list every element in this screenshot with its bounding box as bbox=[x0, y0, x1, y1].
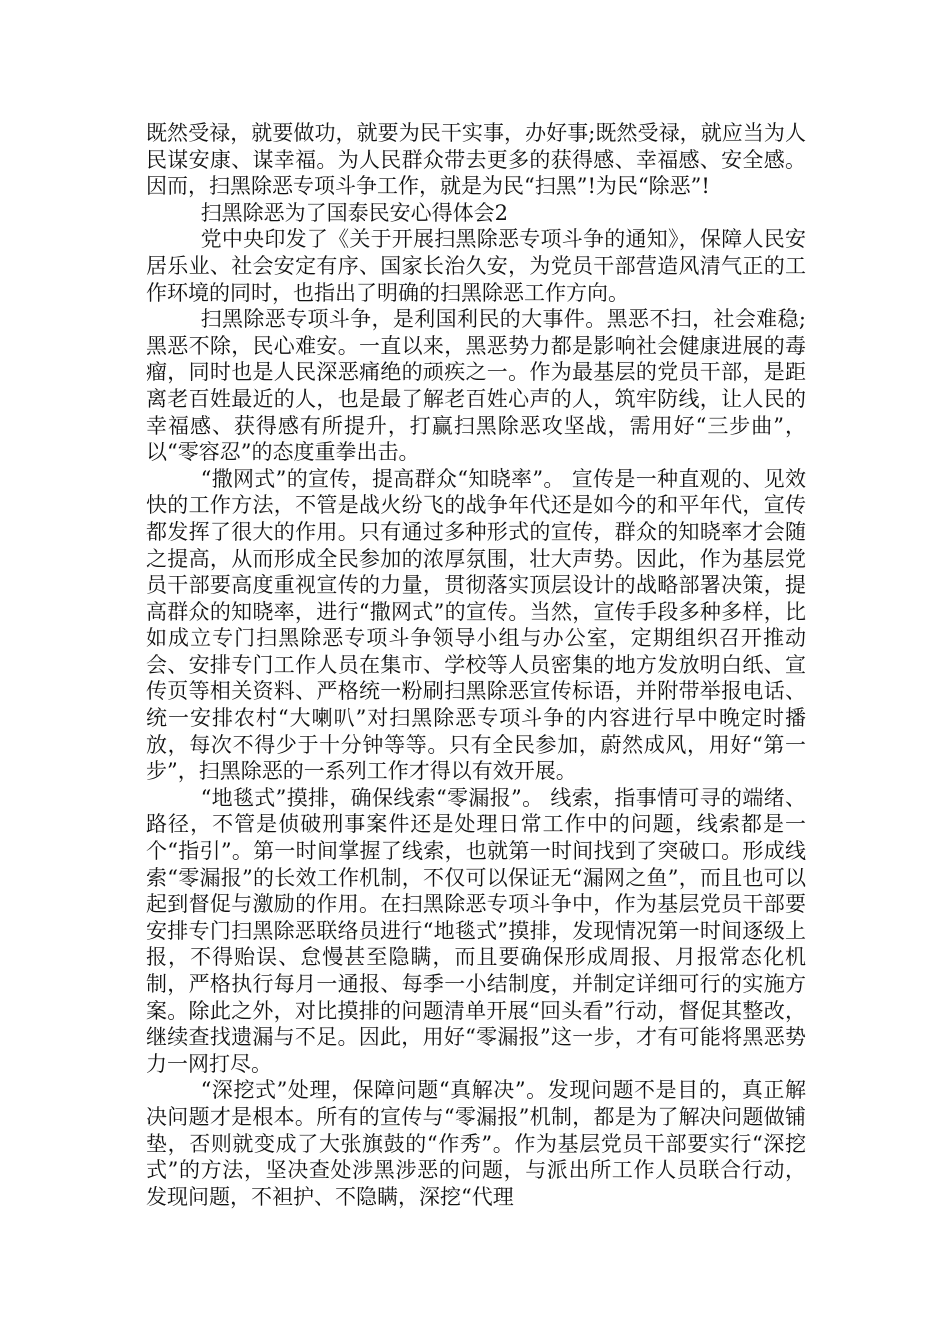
section-heading: 扫黑除恶为了国泰民安心得体会2 bbox=[200, 200, 508, 225]
paragraph-intro: 既然受禄，就要做功，就要为民干实事，办好事;既然受禄，就应当为人民谋安康、谋幸福。为人民群众带去更多的获得感、幸福感、安全感。因而，扫黑除恶专项斗争工作，就是为民“扫黑”!为民“除恶”! bbox=[146, 121, 806, 199]
paragraph-step-two: “地毯式”摸排，确保线索“零漏报”。 线索，指事情可寻的端绪、路径，不管是侦破刑事案件还是处理日常工作中的问题，线索都是一个“指引”。第一时间掌握了线索，也就第一时间找到了突破口。形成线索“零漏报”的长效工作机制，不仅可以保证无“漏网之鱼”，而且也可以起到督促与激励的作用。在扫黑除恶专项斗争中，作为基层党员干部要安排专门扫黑除恶联络员进行“地毯式”摸排，发现情况第一时间逐级上报，不得贻误、怠慢甚至隐瞒，而且要确保形成周报、月报常态化机制，严格执行每月一通报、每季一小结制度，并制定详细可行的实施方案。除此之外，对比摸排的问题清单开展“回头看”行动，督促其整改，继续查找遗漏与不足。因此，用好“零漏报”这一步，才有可能将黑恶势力一网打尽。 bbox=[146, 785, 806, 1076]
document-body bbox=[146, 120, 806, 1210]
paragraph-significance: 扫黑除恶专项斗争，是利国利民的大事件。黑恶不扫，社会难稳;黑恶不除，民心难安。一直以来，黑恶势力都是影响社会健康进展的毒瘤，同时也是人民深恶痛绝的顽疾之一。作为最基层的党员干部，是距离老百姓最近的人，也是最了解老百姓心声的人，筑牢防线，让人民的幸福感、获得感有所提升，打赢扫黑除恶攻坚战，需用好“三步曲”，以“零容忍”的态度重拳出击。 bbox=[146, 307, 806, 465]
paragraph-step-three: “深挖式”处理，保障问题“真解决”。发现问题不是目的，真正解决问题才是根本。所有的宣传与“零漏报”机制，都是为了解决问题做铺垫，否则就变成了大张旗鼓的“作秀”。作为基层党员干部要实行“深挖式”的方法，坚决查处涉黑涉恶的问题，与派出所工作人员联合行动，发现问题，不袒护、不隐瞒，深挖“代理 bbox=[146, 1078, 806, 1209]
paragraph-step-one: “撒网式”的宣传，提高群众“知晓率”。 宣传是一种直观的、见效快的工作方法，不管是战火纷飞的战争年代还是如今的和平年代，宣传都发挥了很大的作用。只有通过多种形式的宣传，群众的知晓率才会随之提高，从而形成全民参加的浓厚氛围，壮大声势。因此，作为基层党员干部要高度重视宣传的力量，贯彻落实顶层设计的战略部署决策，提高群众的知晓率，进行“撒网式”的宣传。当然，宣传手段多种多样，比如成立专门扫黑除恶专项斗争领导小组与办公室，定期组织召开推动会、安排专门工作人员在集市、学校等人员密集的地方发放明白纸、宣传页等相关资料、严格统一粉刷扫黑除恶宣传标语，并附带举报电话、统一安排农村“大喇叭”对扫黑除恶专项斗争的内容进行早中晚定时播放，每次不得少于十分钟等等。只有全民参加，蔚然成风，用好“第一步”，扫黑除恶的一系列工作才得以有效开展。 bbox=[146, 466, 806, 784]
paragraph-notice: 党中央印发了《关于开展扫黑除恶专项斗争的通知》，保障人民安居乐业、社会安定有序、国家长治久安，为党员干部营造风清气正的工作环境的同时，也指出了明确的扫黑除恶工作方向。 bbox=[146, 227, 806, 305]
